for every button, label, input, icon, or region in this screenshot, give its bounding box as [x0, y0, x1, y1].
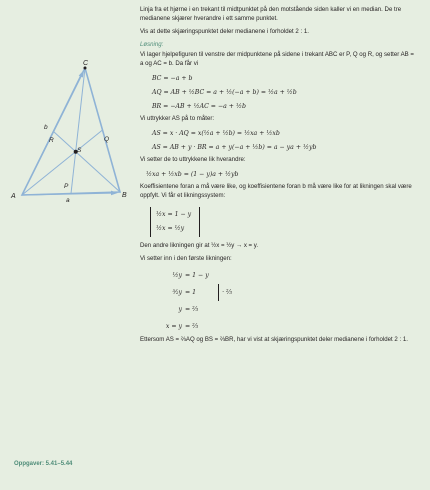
- solution-heading: Løsning:: [140, 41, 164, 48]
- label-p: P: [64, 183, 69, 190]
- solution-intro: Vi lager hjelpefiguren til venstre der midpunktene på sidene i trekant ABC er P, Q og R, og setter AB = a og AC = b. Da får vi: [140, 51, 414, 67]
- equal-equation: [146, 168, 418, 182]
- insert-text: Vi setter inn i den første likningen:: [140, 255, 232, 262]
- solve-step: [150, 301, 418, 318]
- second-equation-text: Den andre likningen gir at ½x = ½y → x = y.: [140, 242, 259, 249]
- coefficient-text: Koeffisientene foran a må være like, og koeffisientene foran b må være like for at likningen skal være oppfylt. Vi får et likningssystem:: [140, 183, 412, 199]
- step-rhs: = 1 − y: [185, 272, 209, 279]
- solve-step: [150, 318, 418, 335]
- solve-steps: [150, 267, 418, 335]
- vector-b-arrow: [22, 75, 81, 195]
- step-lhs: ³⁄₂y: [172, 289, 182, 296]
- main-text-column: [140, 5, 418, 348]
- conclusion-text: Ettersom AS = ⅔AQ og BS = ⅔BR, har vi vist at skjæringspunktet deler medianene i forholdet 2 : 1.: [140, 336, 408, 343]
- task-paragraph: Vis at dette skjæringspunktet deler medianene i forholdet 2 : 1.: [140, 28, 309, 35]
- label-a: A: [11, 193, 16, 200]
- vector-equations: [152, 72, 418, 114]
- median-cp: [71, 68, 85, 194]
- express-text: Vi uttrykker AS på to måter:: [140, 115, 215, 122]
- label-b: B: [122, 192, 127, 199]
- label-s: S: [77, 147, 82, 154]
- equal-intro: Vi setter de to uttrykkene lik hverandre:: [140, 156, 246, 163]
- vector-a-arrowhead: [111, 191, 118, 196]
- equation-equal: ½xa + ½xb = (1 − y)a + ½yb: [146, 171, 239, 178]
- equation-system: [150, 207, 200, 237]
- vector-b-arrowhead: [79, 70, 84, 78]
- step-lhs: y: [178, 306, 182, 313]
- equation-bc: BC = −a + b: [152, 75, 193, 82]
- label-side-a: a: [66, 197, 70, 204]
- equation-br: BR = −AB + ½AC = −a + ½b: [152, 103, 246, 110]
- label-q: Q: [104, 136, 110, 143]
- step-lhs: ½y: [172, 272, 182, 279]
- margin-note: Oppgaver: 5.41–5.44: [14, 461, 73, 467]
- solve-step: [150, 284, 418, 301]
- solve-step: [150, 267, 418, 284]
- triangle-abc: [22, 68, 120, 195]
- step-multiplier-note: · ⅔: [218, 284, 232, 301]
- label-r: R: [49, 137, 54, 144]
- intro-paragraph: Linja fra et hjørne i en trekant til midtpunktet på den motstående siden kaller vi en median. De tre medianene skjærer hverandre i ett samme punktet.: [140, 6, 402, 22]
- system-line-1: ½x = 1 − y: [156, 211, 192, 218]
- label-side-b: b: [44, 124, 48, 131]
- system-line-2: ½x = ½y: [156, 225, 185, 232]
- equation-as-2: AS = AB + y · BR = a + y(−a + ½b) = a − ya + ½yb: [152, 144, 317, 151]
- step-rhs: = ⅔: [185, 306, 199, 313]
- label-c: C: [83, 60, 89, 67]
- as-equations: [152, 127, 418, 155]
- step-rhs: = 1: [185, 289, 197, 296]
- step-lhs: x = y: [165, 323, 182, 330]
- equation-aq: AQ = AB + ½BC = a + ½(−a + b) = ½a + ½b: [152, 89, 297, 96]
- triangle-figure: [10, 55, 130, 215]
- equation-as-1: AS = x · AQ = x(½a + ½b) = ½xa + ½xb: [152, 130, 280, 137]
- step-rhs: = ⅔: [185, 323, 199, 330]
